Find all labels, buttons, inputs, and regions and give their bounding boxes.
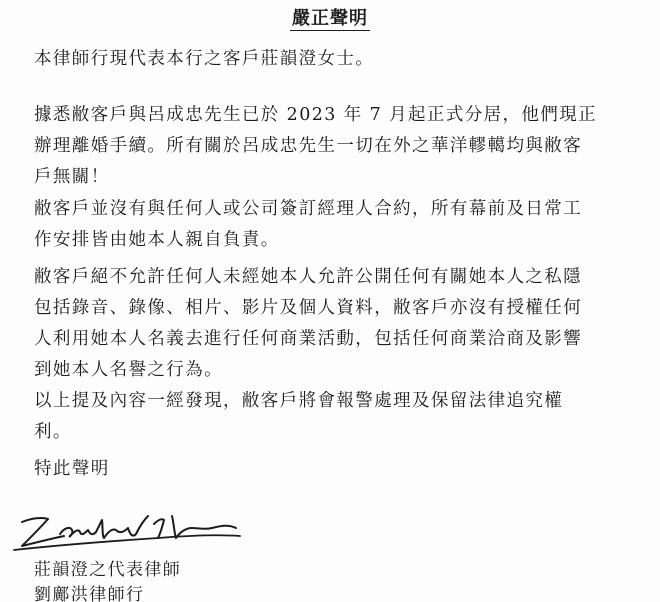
handwritten-signature — [8, 498, 248, 558]
paragraph-line: 到她本人名譽之行為。 — [34, 360, 223, 380]
signer-role: 莊韻澄之代表律師 — [34, 560, 182, 580]
paragraph-line: 據悉敝客戶與呂成忠先生已於 2023 年 7 月起正式分居，他們現正 — [34, 105, 598, 125]
paragraph-line: 敝客戶絕不允許任何人未經她本人允許公開任何有關她本人之私隱 — [34, 267, 583, 287]
paragraph-line: 包括錄音、錄像、相片、影片及個人資料，敝客戶亦沒有授權任何 — [34, 298, 583, 318]
paragraph-line: 利。 — [34, 422, 72, 442]
signer-firm: 劉鄺洪律師行 — [34, 585, 145, 602]
document-title — [0, 4, 660, 30]
paragraph-line: 敝客戶並沒有與任何人或公司簽訂經理人合約，所有幕前及日常工 — [34, 199, 583, 219]
intro-line: 本律師行現代表本行之客戶莊韻澄女士。 — [34, 49, 375, 69]
closing-line: 特此聲明 — [34, 459, 110, 479]
paragraph-line: 辦理離婚手續。所有關於呂成忠先生一切在外之華洋轇轕均與敝客 — [34, 136, 583, 156]
closing-paragraph — [34, 454, 634, 485]
document-title-text: 嚴正聲明 — [292, 8, 368, 29]
paragraph-line: 作安排皆由她本人親自負責。 — [34, 230, 280, 250]
paragraph-management — [34, 194, 634, 256]
paragraph-separation — [34, 100, 634, 193]
paragraph-privacy — [34, 262, 634, 386]
paragraph-line: 人利用她本人名義去進行任何商業活動，包括任何商業洽商及影響 — [34, 329, 583, 349]
intro-paragraph — [34, 44, 634, 75]
paragraph-line: 戶無關！ — [34, 167, 110, 187]
paragraph-legal-action — [34, 386, 634, 448]
paragraph-line: 以上提及內容一經發現，敝客戶將會報警處理及保留法律追究權 — [34, 391, 564, 411]
